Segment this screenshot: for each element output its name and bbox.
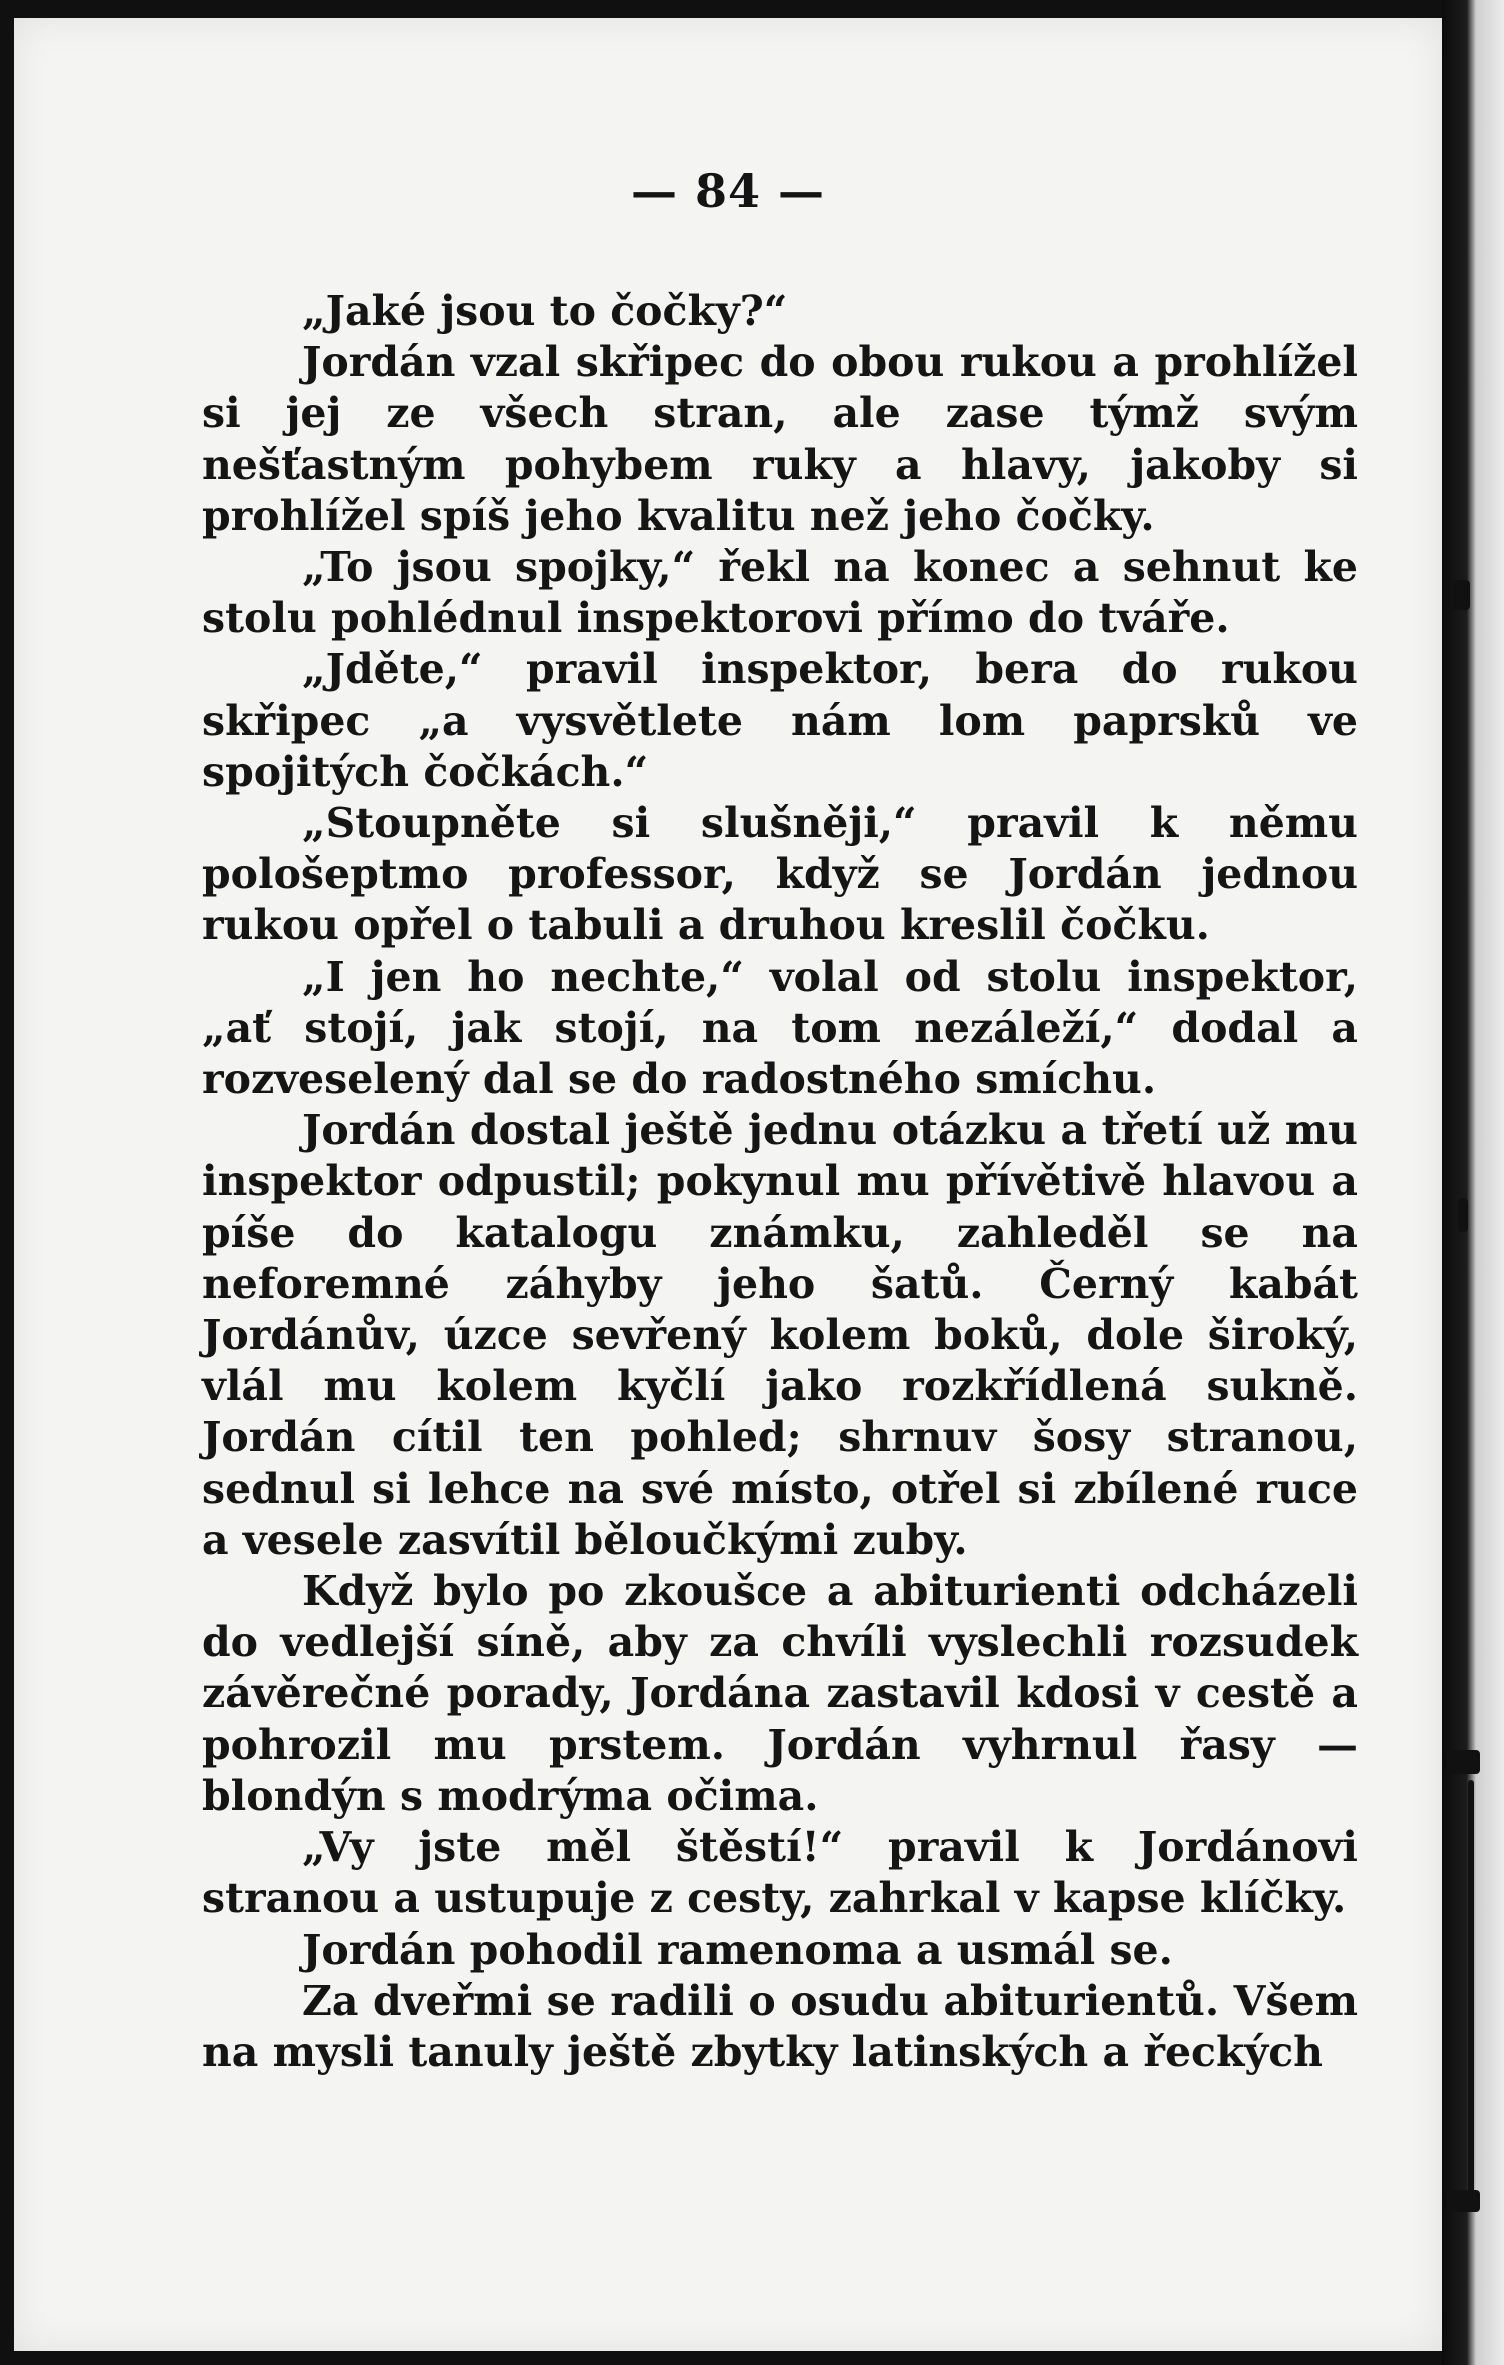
paragraph: „Vy jste měl štěstí!“ pravil k Jordánovi stranou a ustupuje z cesty, zahrkal v kapse klíčky. <box>202 1823 1358 1923</box>
book-page <box>14 18 1442 2351</box>
paragraph: „Jaké jsou to čočky?“ <box>302 287 788 335</box>
paragraph: Když bylo po zkoušce a abiturienti odcházeli do vedlejší síně, aby za chvíli vyslechli rozsudek závěrečné porady, Jordána zastavil kdosi v cestě a pohrozil mu prstem. Jordán vyhrnul řasy — blondýn s modrýma očima. <box>202 1567 1358 1820</box>
spine-mark <box>1458 1198 1468 1232</box>
book-spine <box>1442 0 1504 2365</box>
page-number: — 84 — <box>630 164 826 218</box>
paragraph: „To jsou spojky,“ řekl na konec a sehnut ke stolu pohlédnul inspektorovi přímo do tváře. <box>202 543 1358 643</box>
paragraph: „Jděte,“ pravil inspektor, bera do rukou skřipec „a vysvětlete nám lom paprsků ve spojitých čočkách.“ <box>202 645 1358 796</box>
spine-mark <box>1468 1780 1474 2210</box>
spine-mark <box>1446 1750 1480 1774</box>
paragraph: „I jen ho nechte,“ volal od stolu inspektor, „ať stojí, jak stojí, na tom nezáleží,“ dodal a rozveselený dal se do radostného smíchu. <box>202 952 1358 1104</box>
spine-mark <box>1446 2190 1480 2212</box>
paragraph: Jordán vzal skřipec do obou rukou a prohlížel si jej ze všech stran, ale zase týmž svým nešťastným pohybem ruky a hlavy, jakoby si prohlížel spíš jeho kvalitu než jeho čočky. <box>202 338 1358 540</box>
paragraph: Jordán pohodil ramenoma a usmál se. <box>302 1925 1173 1974</box>
spine-mark <box>1452 580 1470 610</box>
paragraph: Za dveřmi se radili o osudu abiturientů. Všem na mysli tanuly ještě zbytky latinských a řeckých <box>202 1976 1358 2076</box>
paragraph: Jordán dostal ještě jednu otázku a třetí už mu inspektor odpustil; pokynul mu přívětivě hlavou a píše do katalogu známku, zahleděl se na neforemné záhyby jeho šatů. Černý kabát Jordánův, úzce sevřený kolem boků, dole široký, vlál mu kolem kyčlí jako rozkřídlená sukně. Jordán cítil ten pohled; shrnuv šosy stranou, sednul si lehce na své místo, otřel si zbílené ruce a vesele zasvítil běloučkými zuby. <box>202 1106 1358 1564</box>
paragraph: „Stoupněte si slušněji,“ pravil k němu pološeptmo professor, když se Jordán jednou rukou opřel o tabuli a druhou kreslil čočku. <box>202 799 1358 950</box>
body-text <box>202 286 1358 2078</box>
